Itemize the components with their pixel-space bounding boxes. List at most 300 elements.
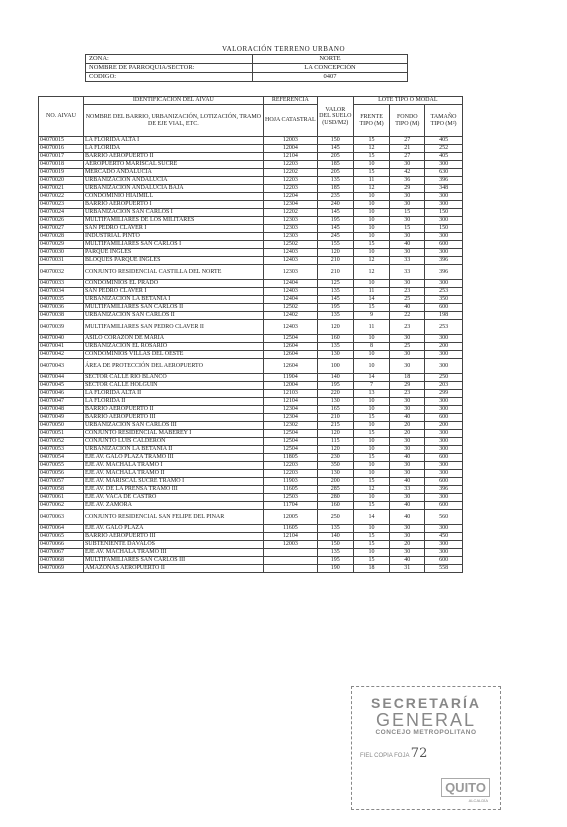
name-cell: EJE AV. MACHALA TRAMO II <box>83 470 263 478</box>
table-row <box>39 525 463 533</box>
valor-cell: 100 <box>317 359 353 374</box>
valor-cell: 285 <box>317 486 353 494</box>
tamano-cell: 630 <box>425 169 463 177</box>
hoja-cell: 12404 <box>263 296 317 304</box>
aivau-cell: 04070061 <box>39 494 84 502</box>
name-cell: EJE AV. VACA DE CASTRO <box>83 494 263 502</box>
hoja-cell: 11805 <box>263 454 317 462</box>
tamano-cell: 600 <box>425 241 463 249</box>
fondo-cell: 23 <box>390 320 425 335</box>
aivau-cell: 04070030 <box>39 249 84 257</box>
valor-cell: 165 <box>317 406 353 414</box>
valor-cell: 195 <box>317 382 353 390</box>
aivau-cell: 04070047 <box>39 398 84 406</box>
table-row <box>39 225 463 233</box>
aivau-cell: 04070068 <box>39 557 84 565</box>
hoja-cell: 12203 <box>263 470 317 478</box>
table-row <box>39 374 463 382</box>
frente-cell: 18 <box>353 565 390 573</box>
name-cell: CONJUNTO RESIDENCIAL MABEREY I <box>83 430 263 438</box>
table-row <box>39 351 463 359</box>
name-cell: BARRIO AEROPUERTO I <box>83 201 263 209</box>
table-row <box>39 343 463 351</box>
parroquia-row <box>86 64 408 73</box>
table-row <box>39 502 463 510</box>
aivau-cell: 04070065 <box>39 533 84 541</box>
valor-cell: 195 <box>317 557 353 565</box>
fondo-cell: 40 <box>390 241 425 249</box>
hoja-cell: 12303 <box>263 265 317 280</box>
valor-cell: 145 <box>317 225 353 233</box>
header-identificacion: IDENTIFICACION DEL AIVAU <box>83 97 263 105</box>
fondo-cell: 23 <box>390 390 425 398</box>
frente-cell: 15 <box>353 153 390 161</box>
table-row <box>39 549 463 557</box>
valor-cell: 120 <box>317 320 353 335</box>
table-row <box>39 382 463 390</box>
tamano-cell: 300 <box>425 351 463 359</box>
zona-value: NORTE <box>253 55 408 64</box>
hoja-cell: 12304 <box>263 201 317 209</box>
tamano-cell: 300 <box>425 525 463 533</box>
aivau-cell: 04070039 <box>39 320 84 335</box>
quito-logo-sub: ALCALDÍA <box>468 798 488 803</box>
aivau-cell: 04070027 <box>39 225 84 233</box>
table-row <box>39 470 463 478</box>
fondo-cell: 30 <box>390 406 425 414</box>
name-cell: SAN PEDRO CLAVER I <box>83 288 263 296</box>
name-cell: URBANIZACIÓN EL ROSARIO <box>83 343 263 351</box>
frente-cell: 10 <box>353 217 390 225</box>
hoja-cell: 12302 <box>263 422 317 430</box>
frente-cell: 15 <box>353 169 390 177</box>
aivau-cell: 04070053 <box>39 446 84 454</box>
valor-cell: 220 <box>317 390 353 398</box>
codigo-row <box>86 73 408 82</box>
valor-cell: 145 <box>317 209 353 217</box>
tamano-cell: 200 <box>425 343 463 351</box>
tamano-cell: 300 <box>425 398 463 406</box>
tamano-cell: 300 <box>425 438 463 446</box>
name-cell: CONDOMINIOS EL PRADO <box>83 280 263 288</box>
frente-cell: 10 <box>353 398 390 406</box>
aivau-cell: 04070058 <box>39 486 84 494</box>
name-cell: SUBTENIENTE DÁVALOS <box>83 541 263 549</box>
aivau-cell: 04070041 <box>39 343 84 351</box>
aivau-cell: 04070024 <box>39 209 84 217</box>
fondo-cell: 30 <box>390 335 425 343</box>
name-cell: URBANIZACIÓN LA BETANIA I <box>83 296 263 304</box>
hoja-cell: 12104 <box>263 533 317 541</box>
name-cell: EJE AV. DE LA PRENSA TRAMO III <box>83 486 263 494</box>
tamano-cell: 252 <box>425 145 463 153</box>
fondo-cell: 33 <box>390 257 425 265</box>
tamano-cell: 150 <box>425 209 463 217</box>
aivau-cell: 04070018 <box>39 161 84 169</box>
hoja-cell: 12403 <box>263 257 317 265</box>
frente-cell: 10 <box>353 494 390 502</box>
hoja-cell: 12304 <box>263 414 317 422</box>
tamano-cell: 396 <box>425 486 463 494</box>
header-fondo: FONDO TIPO (M) <box>390 105 425 137</box>
zona-label: ZONA: <box>86 55 253 64</box>
valor-cell: 245 <box>317 233 353 241</box>
parroquia-label: NOMBRE DE PARROQUIA/SECTOR: <box>86 64 253 73</box>
fondo-cell: 33 <box>390 486 425 494</box>
name-cell: URBANIZACIÓN SAN CARLOS II <box>83 312 263 320</box>
header-aivau: NO. AIVAU <box>39 97 84 137</box>
table-row <box>39 288 463 296</box>
fondo-cell: 23 <box>390 288 425 296</box>
aivau-cell: 04070067 <box>39 549 84 557</box>
tamano-cell: 200 <box>425 422 463 430</box>
fondo-cell: 40 <box>390 454 425 462</box>
valor-cell: 125 <box>317 280 353 288</box>
frente-cell: 10 <box>353 462 390 470</box>
frente-cell: 10 <box>353 249 390 257</box>
fondo-cell: 30 <box>390 525 425 533</box>
fondo-cell: 29 <box>390 185 425 193</box>
fondo-cell: 30 <box>390 446 425 454</box>
fondo-cell: 30 <box>390 549 425 557</box>
table-row <box>39 137 463 145</box>
frente-cell: 10 <box>353 438 390 446</box>
hoja-cell: 12502 <box>263 241 317 249</box>
table-row <box>39 422 463 430</box>
tamano-cell: 300 <box>425 249 463 257</box>
fondo-cell: 25 <box>390 343 425 351</box>
valor-cell: 120 <box>317 430 353 438</box>
hoja-cell: 12504 <box>263 430 317 438</box>
valor-cell: 205 <box>317 169 353 177</box>
aivau-cell: 04070054 <box>39 454 84 462</box>
aivau-cell: 04070050 <box>39 422 84 430</box>
frente-cell: 10 <box>353 225 390 233</box>
frente-cell: 7 <box>353 382 390 390</box>
aivau-cell: 04070043 <box>39 359 84 374</box>
name-cell: BARRIO AEROPUERTO III <box>83 414 263 422</box>
frente-cell: 10 <box>353 406 390 414</box>
table-row <box>39 177 463 185</box>
fondo-cell: 30 <box>390 533 425 541</box>
hoja-cell: 12403 <box>263 249 317 257</box>
tamano-cell: 150 <box>425 225 463 233</box>
frente-cell: 15 <box>353 241 390 249</box>
frente-cell: 10 <box>353 335 390 343</box>
aivau-cell: 04070040 <box>39 335 84 343</box>
tamano-cell: 350 <box>425 296 463 304</box>
aivau-cell: 04070045 <box>39 382 84 390</box>
table-row <box>39 557 463 565</box>
frente-cell: 10 <box>353 233 390 241</box>
hoja-cell: 12003 <box>263 541 317 549</box>
tamano-cell: 396 <box>425 177 463 185</box>
table-row <box>39 414 463 422</box>
frente-cell: 10 <box>353 280 390 288</box>
frente-cell: 14 <box>353 510 390 525</box>
fondo-cell: 40 <box>390 557 425 565</box>
fondo-cell: 25 <box>390 296 425 304</box>
aivau-cell: 04070055 <box>39 462 84 470</box>
frente-cell: 15 <box>353 533 390 541</box>
tamano-cell: 600 <box>425 304 463 312</box>
frente-cell: 10 <box>353 470 390 478</box>
fondo-cell: 15 <box>390 209 425 217</box>
aivau-cell: 04070015 <box>39 137 84 145</box>
name-cell: URBANIZACIÓN SAN CARLOS III <box>83 422 263 430</box>
name-cell: AEROPUERTO MARISCAL SUCRE <box>83 161 263 169</box>
tamano-cell: 300 <box>425 217 463 225</box>
frente-cell: 10 <box>353 549 390 557</box>
header-nombre: NOMBRE DEL BARRIO, URBANIZACIÓN, LOTIZACIÓN, TRAMO DE EJE VIAL, ETC. <box>83 105 263 137</box>
name-cell: MULTIFAMILIARES SAN CARLOS II <box>83 304 263 312</box>
valor-cell: 140 <box>317 374 353 382</box>
tamano-cell: 300 <box>425 193 463 201</box>
frente-cell: 9 <box>353 312 390 320</box>
tamano-cell: 450 <box>425 533 463 541</box>
name-cell: LA FLORIDA ALTA I <box>83 137 263 145</box>
header-frente: FRENTE TIPO (M) <box>353 105 390 137</box>
table-row <box>39 406 463 414</box>
fondo-cell: 31 <box>390 565 425 573</box>
parroquia-value: LA CONCEPCIÓN <box>253 64 408 73</box>
name-cell: EJE AV. GALO PLAZA TRAMO III <box>83 454 263 462</box>
aivau-cell: 04070028 <box>39 233 84 241</box>
aivau-cell: 04070038 <box>39 312 84 320</box>
name-cell: BARRIO AEROPUERTO II <box>83 406 263 414</box>
name-cell: SECTOR CALLE HOLGUÍN <box>83 382 263 390</box>
name-cell: URBANIZACION ANDALUCIA <box>83 177 263 185</box>
secretaria-general-stamp <box>351 686 501 810</box>
valor-cell: 210 <box>317 257 353 265</box>
valor-cell: 135 <box>317 312 353 320</box>
tamano-cell: 396 <box>425 265 463 280</box>
aivau-cell: 04070036 <box>39 304 84 312</box>
name-cell: BARRIO AEROPUERTO II <box>83 153 263 161</box>
valor-cell: 205 <box>317 153 353 161</box>
aivau-cell: 04070019 <box>39 169 84 177</box>
table-row <box>39 335 463 343</box>
table-row <box>39 145 463 153</box>
tamano-cell: 600 <box>425 414 463 422</box>
tamano-cell: 300 <box>425 359 463 374</box>
name-cell: MULTIFAMILIARES SAN PEDRO CLAVER II <box>83 320 263 335</box>
aivau-cell: 04070044 <box>39 374 84 382</box>
header-referencia: REFERENCIA <box>263 97 317 105</box>
tamano-cell: 600 <box>425 454 463 462</box>
stamp-foja-number: 72 <box>410 746 428 761</box>
tamano-cell: 600 <box>425 478 463 486</box>
hoja-cell: 12203 <box>263 161 317 169</box>
fondo-cell: 30 <box>390 201 425 209</box>
frente-cell: 10 <box>353 525 390 533</box>
name-cell: SECTOR CALLE RÍO BLANCO <box>83 374 263 382</box>
frente-cell: 12 <box>353 265 390 280</box>
valor-cell: 135 <box>317 549 353 557</box>
valor-cell: 150 <box>317 541 353 549</box>
fondo-cell: 30 <box>390 161 425 169</box>
quito-logo: QUITO <box>441 778 490 797</box>
zona-row <box>86 55 408 64</box>
frente-cell: 12 <box>353 257 390 265</box>
hoja-cell: 11903 <box>263 478 317 486</box>
tamano-cell: 300 <box>425 541 463 549</box>
frente-cell: 10 <box>353 161 390 169</box>
fondo-cell: 30 <box>390 351 425 359</box>
name-cell: URBANIZACION SAN CARLOS I <box>83 209 263 217</box>
fondo-cell: 30 <box>390 249 425 257</box>
frente-cell: 11 <box>353 288 390 296</box>
hoja-cell: 12204 <box>263 193 317 201</box>
fondo-cell: 29 <box>390 382 425 390</box>
tamano-cell: 198 <box>425 312 463 320</box>
tamano-cell: 300 <box>425 406 463 414</box>
aivau-cell: 04070048 <box>39 406 84 414</box>
fondo-cell: 30 <box>390 233 425 241</box>
tamano-cell: 396 <box>425 257 463 265</box>
valor-cell: 200 <box>317 478 353 486</box>
name-cell: SAN PEDRO CLAVER I <box>83 225 263 233</box>
name-cell: CONJUNTO RESIDENCIAL SAN FELIPE DEL PINAR <box>83 510 263 525</box>
tamano-cell: 253 <box>425 288 463 296</box>
hoja-cell: 12403 <box>263 288 317 296</box>
hoja-cell: 12504 <box>263 438 317 446</box>
hoja-cell: 12004 <box>263 382 317 390</box>
valor-cell: 350 <box>317 462 353 470</box>
fondo-cell: 30 <box>390 470 425 478</box>
aivau-cell: 04070063 <box>39 510 84 525</box>
name-cell: MERCADO ANDALUCIA <box>83 169 263 177</box>
table-row <box>39 265 463 280</box>
frente-cell: 10 <box>353 209 390 217</box>
aivau-cell: 04070064 <box>39 525 84 533</box>
aivau-cell: 04070017 <box>39 153 84 161</box>
frente-cell: 15 <box>353 454 390 462</box>
name-cell: BLOQUES PARQUE INGLES <box>83 257 263 265</box>
table-row <box>39 193 463 201</box>
valor-cell: 210 <box>317 414 353 422</box>
fondo-cell: 40 <box>390 510 425 525</box>
fondo-cell: 21 <box>390 145 425 153</box>
tamano-cell: 300 <box>425 430 463 438</box>
name-cell: LA FLORIDA <box>83 145 263 153</box>
frente-cell: 10 <box>353 422 390 430</box>
hoja-cell: 12502 <box>263 304 317 312</box>
codigo-value: 0407 <box>253 73 408 82</box>
valor-cell: 160 <box>317 502 353 510</box>
hoja-cell: 12203 <box>263 177 317 185</box>
table-row <box>39 398 463 406</box>
fondo-cell: 30 <box>390 280 425 288</box>
table-row <box>39 494 463 502</box>
table-row <box>39 233 463 241</box>
valor-cell: 120 <box>317 446 353 454</box>
name-cell: CONJUNTO RESIDENCIAL CASTILLA DEL NORTE <box>83 265 263 280</box>
table-row <box>39 320 463 335</box>
aivau-cell: 04070026 <box>39 217 84 225</box>
hoja-cell: 12303 <box>263 233 317 241</box>
valor-cell: 115 <box>317 438 353 446</box>
frente-cell: 15 <box>353 557 390 565</box>
stamp-line-1: SECRETARÍA <box>371 695 481 711</box>
tamano-cell: 560 <box>425 510 463 525</box>
valor-cell: 190 <box>317 565 353 573</box>
hoja-cell: 12402 <box>263 312 317 320</box>
fondo-cell: 33 <box>390 265 425 280</box>
fondo-cell: 20 <box>390 430 425 438</box>
hoja-cell: 12104 <box>263 153 317 161</box>
hoja-cell: 12303 <box>263 225 317 233</box>
frente-cell: 15 <box>353 414 390 422</box>
table-row <box>39 478 463 486</box>
hoja-cell: 12504 <box>263 446 317 454</box>
hoja-cell: 12403 <box>263 320 317 335</box>
name-cell: CONDOMINIO HIAIMILL <box>83 193 263 201</box>
fondo-cell: 30 <box>390 217 425 225</box>
stamp-fiel-copia <box>352 746 500 761</box>
name-cell: PARQUE INGLES <box>83 249 263 257</box>
valor-cell: 150 <box>317 137 353 145</box>
aivau-cell: 04070031 <box>39 257 84 265</box>
table-body <box>39 137 463 573</box>
hoja-cell: 11704 <box>263 502 317 510</box>
table-row <box>39 510 463 525</box>
table-row <box>39 296 463 304</box>
aivau-cell: 04070029 <box>39 241 84 249</box>
table-row <box>39 249 463 257</box>
hoja-cell: 11605 <box>263 525 317 533</box>
name-cell: EJE AV. MARISCAL SUCRE TRAMO I <box>83 478 263 486</box>
name-cell: EJE AV. ZAMORA <box>83 502 263 510</box>
hoja-cell: 12304 <box>263 406 317 414</box>
tamano-cell: 300 <box>425 470 463 478</box>
frente-cell: 13 <box>353 390 390 398</box>
fondo-cell: 30 <box>390 438 425 446</box>
tamano-cell: 600 <box>425 557 463 565</box>
name-cell: CONJUNTO LUIS CALDERÓN <box>83 438 263 446</box>
name-cell: INDUSTRIAL PINTO <box>83 233 263 241</box>
aivau-cell: 04070021 <box>39 185 84 193</box>
fondo-cell: 42 <box>390 169 425 177</box>
table-row <box>39 565 463 573</box>
hoja-cell: 12604 <box>263 359 317 374</box>
tamano-cell: 250 <box>425 374 463 382</box>
aivau-cell: 04070022 <box>39 193 84 201</box>
valor-cell: 120 <box>317 249 353 257</box>
hoja-cell: 12604 <box>263 343 317 351</box>
fondo-cell: 30 <box>390 193 425 201</box>
hoja-cell: 12003 <box>263 137 317 145</box>
valor-cell: 210 <box>317 265 353 280</box>
valor-cell: 130 <box>317 470 353 478</box>
tamano-cell: 300 <box>425 280 463 288</box>
fondo-cell: 30 <box>390 494 425 502</box>
frente-cell: 11 <box>353 320 390 335</box>
fondo-cell: 30 <box>390 462 425 470</box>
frente-cell: 10 <box>353 446 390 454</box>
fondo-cell: 15 <box>390 225 425 233</box>
frente-cell: 15 <box>353 502 390 510</box>
aivau-cell: 04070066 <box>39 541 84 549</box>
tamano-cell: 405 <box>425 137 463 145</box>
table-row <box>39 430 463 438</box>
name-cell: AMAZONAS AEROPUERTO II <box>83 565 263 573</box>
valor-cell: 130 <box>317 398 353 406</box>
aivau-cell: 04070046 <box>39 390 84 398</box>
fondo-cell: 40 <box>390 478 425 486</box>
table-row <box>39 446 463 454</box>
stamp-line-3: CONCEJO METROPOLITANO <box>375 729 477 736</box>
